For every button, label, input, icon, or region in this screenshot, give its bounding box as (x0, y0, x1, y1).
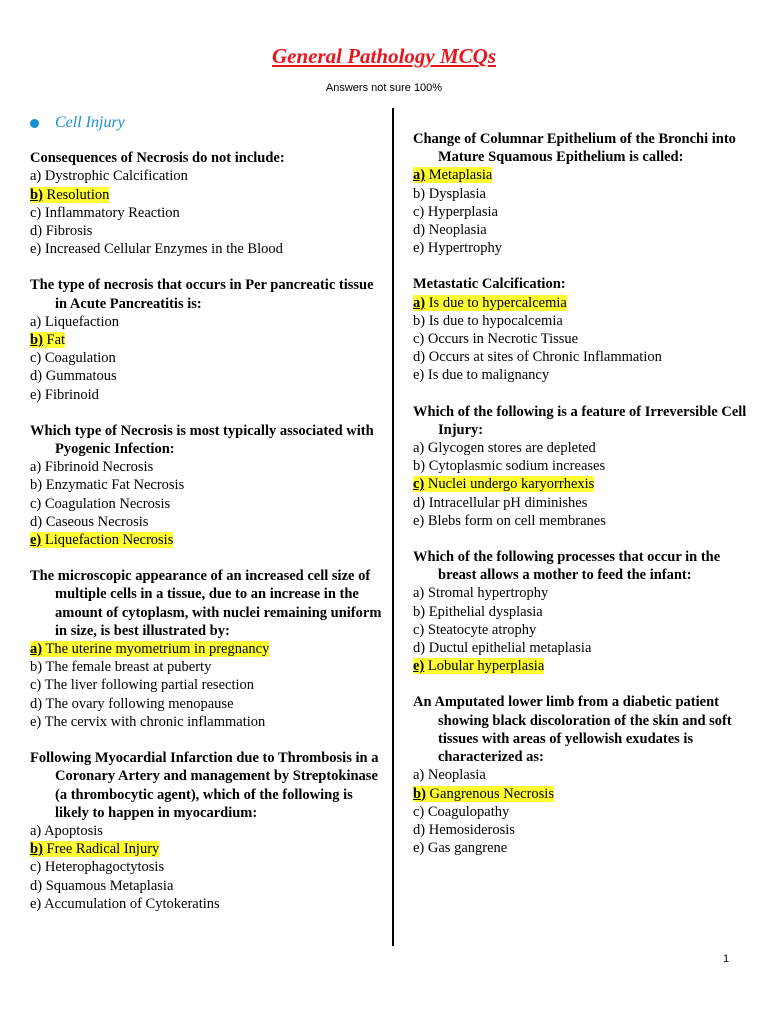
answer-option (30, 313, 385, 331)
section-heading (30, 114, 385, 132)
option-letter: e) (413, 840, 425, 857)
answer-option (30, 495, 385, 513)
option-letter: e) (30, 895, 42, 912)
option-letter: b) (413, 312, 426, 329)
option-text: Resolution (42, 186, 110, 203)
option-text: Neoplasia (425, 222, 487, 239)
answer-option (413, 621, 753, 639)
left-column (30, 114, 385, 931)
answer-option-highlighted (413, 785, 753, 803)
answer-option (30, 713, 385, 731)
option-text: The cervix with chronic inflammation (41, 713, 266, 730)
option-letter: c) (30, 677, 42, 694)
option-text: Occurs in Necrotic Tissue (424, 331, 579, 348)
option-text: Lobular hyperplasia (424, 658, 545, 675)
question-stem: Which of the following is a feature of Irreversible Cell Injury: (413, 403, 747, 438)
option-letter: a) (30, 822, 42, 839)
question-stem: An Amputated lower limb from a diabetic patient showing black discoloration of the skin and soft tissues with areas of yellowish exudates is characterized as: (413, 694, 732, 766)
option-text: Squamous Metaplasia (42, 877, 174, 894)
option-letter: c) (30, 859, 42, 876)
answer-option (413, 203, 753, 221)
answer-option (413, 603, 753, 621)
option-letter: a) (30, 168, 42, 185)
answer-option-highlighted (413, 657, 753, 675)
option-text: Enzymatic Fat Necrosis (42, 477, 185, 494)
option-text: Gummatous (42, 368, 117, 385)
page-subtitle: Answers not sure 100% (325, 82, 443, 94)
question-stem: Which of the following processes that occur in the breast allows a mother to feed the infant: (413, 549, 721, 584)
option-text: Glycogen stores are depleted (424, 440, 596, 457)
option-letter: a) (413, 585, 425, 602)
option-text: Hemosiderosis (425, 821, 515, 838)
option-letter: e) (413, 512, 425, 529)
option-text: The uterine myometrium in pregnancy (42, 641, 270, 658)
question-block (30, 567, 385, 731)
option-letter: a) (30, 641, 43, 658)
option-letter: a) (413, 167, 426, 184)
option-letter: b) (30, 186, 43, 203)
option-text: Is due to malignancy (424, 367, 550, 384)
option-letter: b) (30, 332, 43, 349)
answer-option-highlighted (30, 531, 385, 549)
option-text: Gangrenous Necrosis (425, 785, 554, 802)
option-letter: e) (30, 532, 42, 549)
option-text: Nuclei undergo karyorrhexis (424, 476, 595, 493)
option-text: Accumulation of Cytokeratins (41, 895, 220, 912)
answer-option (413, 239, 753, 257)
option-letter: d) (30, 695, 43, 712)
answer-option (30, 204, 385, 222)
option-letter: d) (413, 349, 426, 366)
answer-option (30, 858, 385, 876)
answer-option (30, 167, 385, 185)
option-letter: b) (413, 185, 426, 202)
option-letter: b) (413, 458, 426, 475)
option-letter: d) (413, 821, 426, 838)
option-text: Apoptosis (41, 822, 103, 839)
answer-option (413, 639, 753, 657)
option-text: Metaplasia (425, 167, 493, 184)
answer-option (30, 476, 385, 494)
answer-option (413, 439, 753, 457)
option-text: Increased Cellular Enzymes in the Blood (41, 241, 283, 258)
option-letter: d) (30, 368, 43, 385)
answer-option (413, 803, 753, 821)
question-block (413, 693, 753, 857)
answer-option (413, 312, 753, 330)
answer-option (30, 658, 385, 676)
option-text: Gas gangrene (424, 840, 508, 857)
answer-option (413, 494, 753, 512)
option-text: Occurs at sites of Chronic Inflammation (425, 349, 662, 366)
answer-option (30, 822, 385, 840)
option-text: Dystrophic Calcification (41, 168, 188, 185)
option-letter: c) (30, 204, 42, 221)
option-letter: c) (413, 203, 425, 220)
option-text: Fibrosis (42, 223, 93, 240)
option-text: Intracellular pH diminishes (425, 494, 588, 511)
option-letter: e) (413, 240, 425, 257)
option-text: Is due to hypercalcemia (425, 294, 567, 311)
answer-option (413, 366, 753, 384)
option-text: Neoplasia (424, 767, 486, 784)
page-number: 1 (723, 953, 730, 965)
option-letter: a) (30, 459, 42, 476)
answer-option-highlighted (30, 640, 385, 658)
answer-option (413, 584, 753, 602)
question-block (413, 548, 753, 675)
column-divider (392, 108, 394, 946)
option-text: Coagulation (41, 350, 116, 367)
option-letter: d) (413, 640, 426, 657)
option-text: Fibrinoid (41, 386, 99, 403)
option-text: Stromal hypertrophy (424, 585, 549, 602)
option-letter: b) (30, 477, 43, 494)
option-text: The ovary following menopause (42, 695, 234, 712)
option-text: Caseous Necrosis (42, 513, 149, 530)
option-text: Fibrinoid Necrosis (41, 459, 154, 476)
option-text: Hyperplasia (424, 203, 498, 220)
answer-option-highlighted (413, 475, 753, 493)
option-text: Inflammatory Reaction (41, 204, 180, 221)
option-letter: d) (30, 223, 43, 240)
option-letter: b) (413, 785, 426, 802)
answer-option-highlighted (30, 331, 385, 349)
answer-option-highlighted (413, 166, 753, 184)
left-question-list (30, 149, 385, 913)
answer-option (413, 221, 753, 239)
section-title: Cell Injury (55, 114, 125, 131)
answer-option (30, 695, 385, 713)
option-letter: e) (30, 386, 42, 403)
answer-option (30, 458, 385, 476)
answer-option (30, 367, 385, 385)
option-letter: a) (30, 313, 42, 330)
question-stem: Following Myocardial Infarction due to Thrombosis in a Coronary Artery and management by Streptokinase (a thrombocytic agent), which of the following is likely to happen in myocardium: (30, 750, 379, 821)
option-letter: d) (413, 494, 426, 511)
option-text: Heterophagoctytosis (41, 859, 165, 876)
option-text: The liver following partial resection (41, 677, 255, 694)
answer-option (30, 877, 385, 895)
option-text: Blebs form on cell membranes (424, 512, 606, 529)
option-letter: e) (413, 658, 425, 675)
option-text: Cytoplasmic sodium increases (425, 458, 606, 475)
bullet-icon (30, 119, 39, 128)
option-letter: d) (30, 513, 43, 530)
answer-option (413, 766, 753, 784)
option-letter: e) (30, 713, 42, 730)
answer-option (413, 330, 753, 348)
question-stem: Which type of Necrosis is most typically associated with Pyogenic Infection: (30, 422, 374, 458)
option-text: Is due to hypocalcemia (425, 312, 563, 329)
option-text: Coagulopathy (424, 803, 510, 820)
answer-option (30, 222, 385, 240)
option-text: Steatocyte atrophy (424, 621, 537, 638)
answer-option-highlighted (30, 186, 385, 204)
option-text: Epithelial dysplasia (425, 603, 543, 620)
option-letter: c) (413, 803, 425, 820)
option-letter: a) (413, 294, 426, 311)
option-text: Fat (42, 332, 66, 349)
question-stem: Change of Columnar Epithelium of the Bronchi into Mature Squamous Epithelium is called: (413, 131, 736, 166)
option-text: Hypertrophy (424, 240, 502, 257)
answer-option (30, 513, 385, 531)
option-letter: c) (30, 495, 42, 512)
answer-option-highlighted (413, 294, 753, 312)
option-letter: d) (30, 877, 43, 894)
option-letter: a) (413, 767, 425, 784)
question-stem: The microscopic appearance of an increased cell size of multiple cells in a tissue, due to an increase in the amount of cytoplasm, with nuclei remaining uniform in size, is best illustrated by: (30, 568, 382, 639)
question-block (413, 130, 753, 257)
option-text: Free Radical Injury (42, 841, 160, 858)
question-block (413, 275, 753, 384)
option-letter: b) (413, 603, 426, 620)
option-letter: a) (413, 440, 425, 457)
answer-option (413, 185, 753, 203)
answer-option (30, 676, 385, 694)
option-letter: b) (30, 841, 43, 858)
option-text: Ductul epithelial metaplasia (425, 640, 592, 657)
answer-option (413, 839, 753, 857)
question-block (30, 149, 385, 258)
option-text: Liquefaction Necrosis (41, 532, 174, 549)
answer-option (413, 512, 753, 530)
right-column (413, 130, 753, 875)
page-title: General Pathology MCQs (271, 44, 496, 68)
question-block (30, 276, 385, 403)
option-letter: c) (30, 350, 42, 367)
option-letter: e) (413, 367, 425, 384)
option-text: Coagulation Necrosis (41, 495, 171, 512)
option-letter: d) (413, 222, 426, 239)
option-letter: e) (30, 241, 42, 258)
question-block (30, 422, 385, 549)
option-letter: c) (413, 331, 425, 348)
answer-option (30, 895, 385, 913)
answer-option (413, 457, 753, 475)
option-text: The female breast at puberty (42, 659, 212, 676)
option-text: Liquefaction (41, 313, 119, 330)
question-stem: Metastatic Calcification: (413, 276, 566, 293)
answer-option (30, 349, 385, 367)
answer-option (413, 348, 753, 366)
option-letter: b) (30, 659, 43, 676)
question-block (30, 749, 385, 913)
answer-option (413, 821, 753, 839)
answer-option (30, 386, 385, 404)
answer-option-highlighted (30, 840, 385, 858)
option-letter: c) (413, 621, 425, 638)
option-letter: c) (413, 476, 425, 493)
answer-option (30, 240, 385, 258)
question-stem: Consequences of Necrosis do not include: (30, 150, 285, 167)
question-stem: The type of necrosis that occurs in Per pancreatic tissue in Acute Pancreatitis is: (30, 277, 374, 312)
question-block (413, 403, 753, 530)
option-text: Dysplasia (425, 185, 486, 202)
right-question-list (413, 130, 753, 857)
